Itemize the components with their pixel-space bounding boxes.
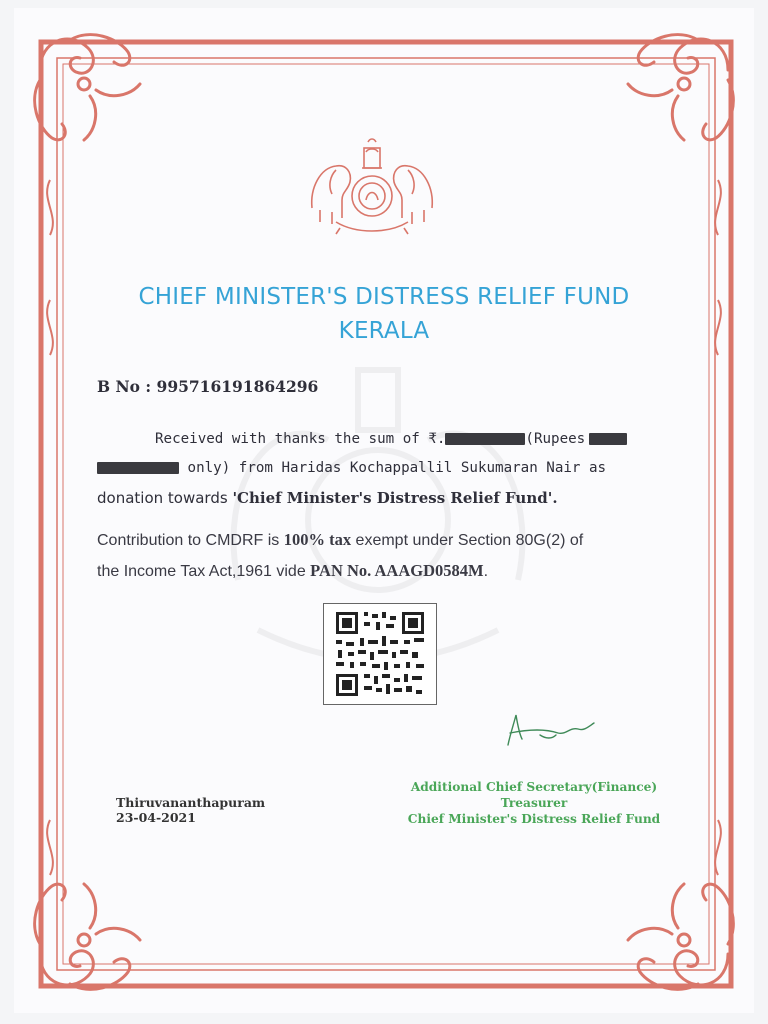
- act-text: the Income Tax Act,1961 vide: [97, 563, 311, 580]
- issue-place: Thiruvananthapuram: [116, 795, 266, 810]
- donor-text: only) from Haridas Kochappallil Sukumaran Nair as: [179, 460, 607, 476]
- received-text: Received with thanks the sum of ₹.: [155, 431, 446, 447]
- receipt-line-1: [97, 431, 672, 447]
- contribution-line-1: [97, 530, 583, 550]
- tax-exempt-bold: 100% tax: [283, 530, 352, 549]
- bill-number: [97, 377, 318, 396]
- section-text: exempt under Section 80G(2) of: [351, 532, 584, 549]
- kerala-emblem-icon: [306, 138, 438, 238]
- rupees-label: (Rupees: [525, 431, 586, 447]
- signatory-designation: Additional Chief Secretary(Finance): [410, 780, 658, 794]
- signatory-fund: Chief Minister's Distress Relief Fund: [407, 812, 661, 826]
- signatory-role: Treasurer: [500, 796, 568, 810]
- receipt-line-2: [97, 460, 672, 476]
- bill-number-value: 995716191864296: [156, 377, 319, 396]
- fund-name-bold: 'Chief Minister's Distress Relief Fund': [232, 489, 553, 507]
- period: .: [483, 563, 489, 580]
- pan-number: PAN No. AAAGD0584M: [310, 561, 484, 580]
- bill-label: B No :: [97, 377, 152, 396]
- redacted-amount: [445, 433, 525, 445]
- redacted-words-1: [589, 433, 627, 445]
- redacted-words-2: [97, 462, 179, 474]
- qr-code-icon[interactable]: [323, 603, 437, 705]
- state-title: KERALA: [338, 318, 430, 344]
- issue-date: 23-04-2021: [116, 810, 196, 825]
- fund-title: CHIEF MINISTER'S DISTRESS RELIEF FUND: [138, 284, 630, 310]
- signature-icon: [500, 705, 600, 755]
- period: .: [552, 489, 558, 507]
- receipt-line-3: [97, 489, 672, 507]
- contribution-text: Contribution to CMDRF is: [97, 532, 284, 549]
- contribution-line-2: [97, 561, 488, 581]
- donation-towards: donation towards: [97, 489, 233, 507]
